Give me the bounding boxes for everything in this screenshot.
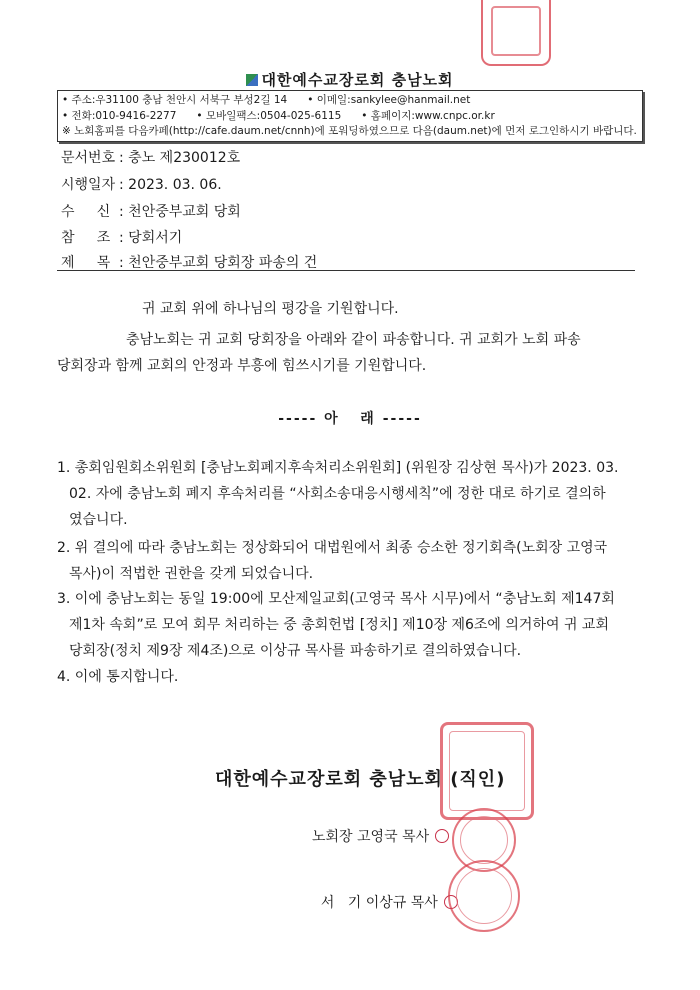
homepage-notice: ※ 노회홈피를 다음카페(http://cafe.daum.net/cnnh)에 포워딩하였으므로 다음(daum.net)에 먼저 로그인하시기 바랍니다. xyxy=(62,125,637,137)
letterhead-title xyxy=(0,69,700,90)
email-text: • 이메일:sankylee@hanmail.net xyxy=(307,94,471,106)
fax-text: • 모바일팩스:0504-025-6115 xyxy=(196,109,342,122)
contact-row-1 xyxy=(62,93,642,109)
list-item-1-line-2: 02. 자에 충남노회 폐지 후속처리를 “사회소송대응시행세칙”에 정한 대로 하기로 결의하 xyxy=(69,486,606,502)
top-seal-stamp xyxy=(481,0,551,66)
signature-org: 대한예수교장로회 충남노회 (직인) xyxy=(215,769,506,790)
reference-label: 참 조 xyxy=(61,230,111,246)
intro-line-2: 당회장과 함께 교회의 안정과 부흥에 힘쓰시기를 기원합니다. xyxy=(57,358,427,374)
list-item-3-line-3: 당회장(정치 제9장 제4조)으로 이상규 목사를 파송하기로 결의하였습니다. xyxy=(69,643,522,659)
list-item-4-line-1: 4. 이에 통지합니다. xyxy=(57,669,179,685)
list-item-3-line-2: 제1차 속회”로 모여 회무 처리하는 중 총회헌법 [정치] 제10장 제6조에 의거하여 귀 교회 xyxy=(69,617,609,633)
section-divider: ----- 아 래 ----- xyxy=(278,411,422,427)
list-item-2-line-2: 목사)이 적법한 권한을 갖게 되었습니다. xyxy=(69,566,314,582)
clerk-seal-stamp xyxy=(448,860,520,932)
list-item-2-line-1: 2. 위 결의에 따라 충남노회는 정상화되어 대법원에서 최종 승소한 정기회측(노회장 고영국 xyxy=(57,540,608,556)
doc-number-value: : 충노 제230012호 xyxy=(119,150,241,166)
contact-row-3 xyxy=(62,124,642,140)
list-item-4 xyxy=(57,664,647,690)
doc-number-row xyxy=(61,149,240,167)
org-name: 대한예수교장로회 충남노회 xyxy=(261,71,454,89)
list-item-3 xyxy=(57,586,647,664)
recipient-value: : 천안중부교회 당회 xyxy=(119,204,241,220)
contact-info-box xyxy=(57,90,643,142)
phone-text: • 전화:010-9416-2277 xyxy=(62,109,177,122)
list-item-1-line-3: 였습니다. xyxy=(69,512,128,528)
moderator-name: 노회장 고영국 목사 xyxy=(312,829,430,845)
presbytery-logo-icon xyxy=(246,74,258,86)
address-text: • 주소:우31100 충남 천안시 서북구 부성2길 14 xyxy=(62,94,288,106)
list-item-3-line-1: 3. 이에 충남노회는 동일 19:00에 모산제일교회(고영국 목사 시무)에서 “충남노회 제147회 xyxy=(57,591,615,607)
subject-label: 제 목 xyxy=(61,255,111,271)
recipient-row xyxy=(61,203,241,221)
seal-circle-icon xyxy=(435,829,449,843)
recipient-label: 수 신 xyxy=(61,204,111,220)
contact-row-2 xyxy=(62,109,642,125)
list-item-1 xyxy=(57,455,647,533)
reference-row xyxy=(61,229,182,247)
clerk-signature xyxy=(312,876,458,912)
doc-number-label: 문서번호 xyxy=(61,150,116,166)
subject-underline xyxy=(57,270,635,271)
homepage-text: • 홈페이지:www.cnpc.or.kr xyxy=(361,109,495,122)
date-value: : 2023. 03. 06. xyxy=(119,177,222,193)
date-row xyxy=(61,176,222,194)
subject-value: : 천안중부교회 당회장 파송의 건 xyxy=(119,255,318,271)
list-item-2 xyxy=(57,535,647,587)
intro-line-1: 충남노회는 귀 교회 당회장을 아래와 같이 파송합니다. 귀 교회가 노회 파송 xyxy=(126,332,581,348)
greeting-paragraph: 귀 교회 위에 하나님의 평강을 기원합니다. xyxy=(142,301,399,317)
moderator-signature xyxy=(312,826,449,846)
reference-value: : 당회서기 xyxy=(119,230,183,246)
list-item-1-line-1: 1. 총회임원회소위원회 [충남노회폐지후속처리소위원회] (위원장 김상현 목사)가 2023. 03. xyxy=(57,460,619,476)
date-label: 시행일자 xyxy=(61,177,116,193)
clerk-name: 서 기 이상규 목사 xyxy=(320,895,438,911)
